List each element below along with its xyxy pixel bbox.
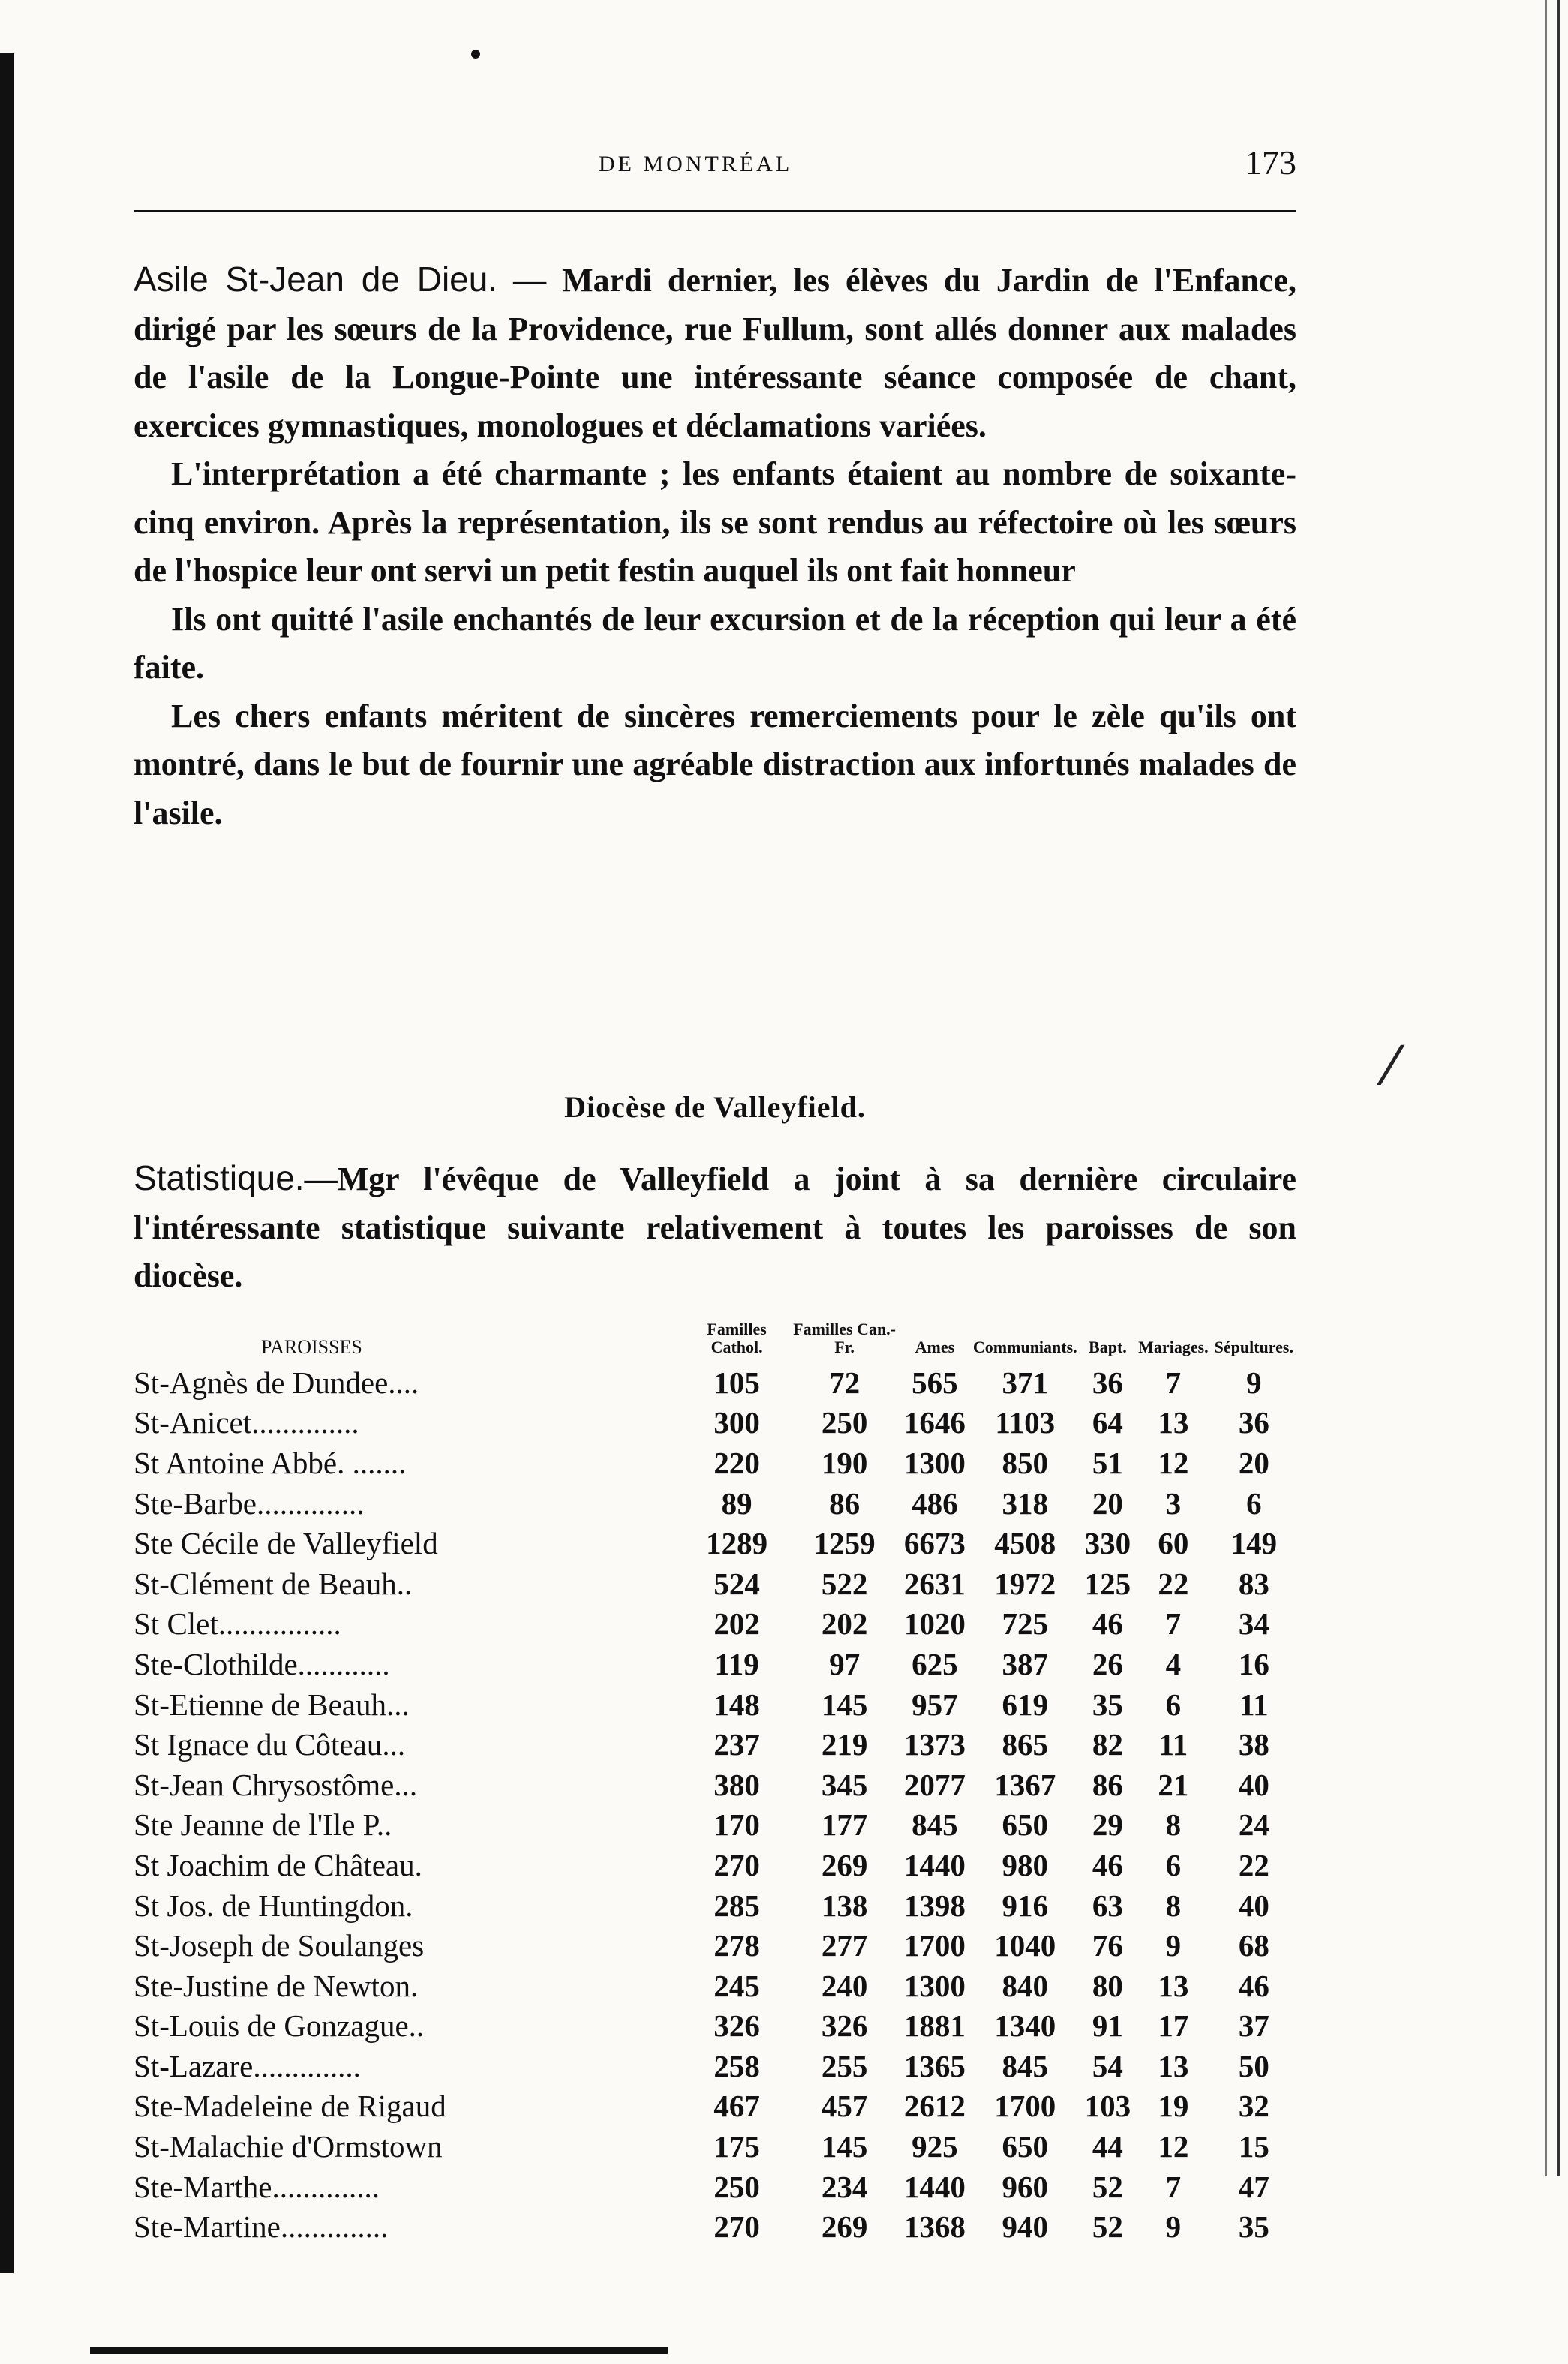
stat-cell: 3 <box>1165 1485 1182 1521</box>
stat-cell: 467 <box>713 2089 760 2124</box>
stat-cell: 1440 <box>903 2169 966 2204</box>
stat-cell: 4 <box>1165 1646 1182 1681</box>
parish-name-cell: Ste Cécile de Valleyfield <box>134 1526 438 1561</box>
stat-cell: 1440 <box>903 1847 966 1882</box>
book-page <box>134 135 1296 2245</box>
stat-cell: 40 <box>1238 1888 1269 1923</box>
stat-cell: 44 <box>1092 2129 1123 2164</box>
stat-cell: 9 <box>1246 1365 1262 1400</box>
stat-cell: 72 <box>829 1365 861 1400</box>
stat-cell: 457 <box>821 2089 868 2124</box>
table-row <box>134 1765 1296 1805</box>
table-body <box>134 1362 1296 2247</box>
page-number: 173 <box>1245 143 1296 182</box>
table-row <box>134 1362 1296 1403</box>
stat-cell: 318 <box>1002 1485 1049 1521</box>
stat-cell: 925 <box>912 2129 958 2164</box>
stat-cell: 22 <box>1238 1847 1269 1882</box>
stat-cell: 91 <box>1092 2008 1123 2044</box>
stat-cell: 1289 <box>706 1526 768 1561</box>
stat-cell: 1259 <box>813 1526 876 1561</box>
stat-cell: 125 <box>1084 1566 1131 1601</box>
stat-cell: 245 <box>713 1968 760 2003</box>
stat-cell: 240 <box>821 1968 868 2003</box>
stat-cell: 237 <box>713 1727 760 1762</box>
column-header: Sépultures. <box>1214 1338 1293 1356</box>
stat-cell: 34 <box>1238 1606 1269 1642</box>
stat-cell: 86 <box>829 1485 861 1521</box>
stat-cell: 82 <box>1092 1727 1123 1762</box>
article-lead: Asile St-Jean de Dieu. <box>134 260 498 299</box>
stat-cell: 52 <box>1092 2209 1123 2245</box>
paragraph-text: —Mgr l'évêque de Valleyfield a joint à sa dernière circulaire l'intéressante statistique suivante relativement à toutes les paroisses de son diocèse. <box>134 1161 1296 1294</box>
stat-cell: 47 <box>1238 2169 1269 2204</box>
stat-cell: 6673 <box>903 1526 966 1561</box>
stat-cell: 6 <box>1246 1485 1262 1521</box>
stat-cell: 1365 <box>903 2048 966 2083</box>
table-row <box>134 1523 1296 1563</box>
stat-cell: 1700 <box>994 2089 1056 2124</box>
parish-name-cell: St-Louis de Gonzague.. <box>134 2008 425 2044</box>
table-row <box>134 2167 1296 2207</box>
parish-name-cell: St Ignace du Côteau... <box>134 1727 406 1762</box>
parish-name-cell: St-Agnès de Dundee.... <box>134 1365 419 1400</box>
stat-cell: 345 <box>821 1767 868 1802</box>
stat-cell: 326 <box>821 2008 868 2044</box>
stat-cell: 38 <box>1238 1727 1269 1762</box>
parish-name-cell: St-Lazare.............. <box>134 2048 361 2083</box>
stat-cell: 19 <box>1158 2089 1189 2124</box>
paragraph: Ils ont quitté l'asile enchantés de leur excursion et de la réception qui leur a été faite. <box>134 600 1296 686</box>
stat-cell: 175 <box>713 2129 760 2164</box>
stat-cell: 1398 <box>903 1888 966 1923</box>
stat-cell: 24 <box>1238 1807 1269 1843</box>
stat-cell: 26 <box>1092 1646 1123 1681</box>
table-row <box>134 1885 1296 1926</box>
stat-cell: 40 <box>1238 1767 1269 1802</box>
article-lead: Statistique. <box>134 1158 305 1197</box>
stat-cell: 83 <box>1238 1566 1269 1601</box>
stat-cell: 46 <box>1092 1847 1123 1882</box>
stat-cell: 12 <box>1158 2129 1189 2164</box>
parish-name-cell: Ste-Marthe.............. <box>134 2169 380 2204</box>
stat-cell: 170 <box>713 1807 760 1843</box>
running-title: DE MONTRÉAL <box>599 152 793 176</box>
stat-cell: 1040 <box>994 1928 1056 1963</box>
parish-statistics-table <box>134 1320 1296 2247</box>
stat-cell: 9 <box>1165 2209 1182 2245</box>
table-row <box>134 1483 1296 1524</box>
stat-cell: 149 <box>1230 1526 1278 1561</box>
parish-name-cell: Ste Jeanne de l'Ile P.. <box>134 1807 392 1843</box>
paragraph-text: — Mardi dernier, les élèves du Jardin de l'Enfance, dirigé par les sœurs de la Providence, rue Fullum, sont allés donner aux malades de l'asile de la Longue-Pointe une intéressante séance composée de chant, exercices gymnastiques, monologues et déclamations variées. <box>134 262 1296 444</box>
ink-dot <box>471 50 480 59</box>
table-header-row <box>134 1320 1296 1362</box>
stat-cell: 2612 <box>903 2089 966 2124</box>
table-row <box>134 1604 1296 1645</box>
stat-cell: 1020 <box>903 1606 966 1642</box>
stat-cell: 1646 <box>903 1405 966 1440</box>
stat-cell: 234 <box>821 2169 868 2204</box>
paragraph <box>134 255 1296 450</box>
stat-cell: 8 <box>1165 1807 1182 1843</box>
parish-name-cell: St Joachim de Château. <box>134 1847 422 1882</box>
stat-cell: 68 <box>1238 1928 1269 1963</box>
stat-cell: 845 <box>1002 2048 1049 2083</box>
column-header: Ames <box>915 1338 955 1356</box>
stat-cell: 250 <box>713 2169 760 2204</box>
table-row <box>134 2006 1296 2047</box>
stat-cell: 2077 <box>903 1767 966 1802</box>
stat-cell: 270 <box>713 2209 760 2245</box>
stat-cell: 36 <box>1092 1365 1123 1400</box>
stat-cell: 64 <box>1092 1405 1123 1440</box>
stat-cell: 650 <box>1002 2129 1049 2164</box>
stat-cell: 46 <box>1238 1968 1269 2003</box>
stat-cell: 269 <box>821 1847 868 1882</box>
stat-cell: 1103 <box>995 1405 1056 1440</box>
stat-cell: 486 <box>912 1485 958 1521</box>
stat-cell: 80 <box>1092 1968 1123 2003</box>
stat-cell: 387 <box>1002 1646 1049 1681</box>
column-header: Bapt. <box>1089 1338 1127 1356</box>
stat-cell: 36 <box>1238 1405 1269 1440</box>
stat-cell: 7 <box>1165 2169 1182 2204</box>
stat-cell: 105 <box>713 1365 760 1400</box>
stat-cell: 7 <box>1165 1365 1182 1400</box>
stat-cell: 270 <box>713 1847 760 1882</box>
stat-cell: 1373 <box>903 1727 966 1762</box>
stat-cell: 89 <box>721 1485 752 1521</box>
stat-cell: 278 <box>713 1928 760 1963</box>
stat-cell: 258 <box>713 2048 760 2083</box>
table-row <box>134 2206 1296 2247</box>
column-header: Familles Cathol. <box>707 1320 767 1356</box>
stat-cell: 2631 <box>903 1566 966 1601</box>
stat-cell: 20 <box>1092 1485 1123 1521</box>
stat-cell: 380 <box>713 1767 760 1802</box>
table-row <box>134 1443 1296 1483</box>
parish-name-cell: St Jos. de Huntingdon. <box>134 1888 413 1923</box>
stat-cell: 15 <box>1238 2129 1269 2164</box>
stat-cell: 60 <box>1158 1526 1189 1561</box>
stat-cell: 269 <box>821 2209 868 2245</box>
stat-cell: 625 <box>912 1646 958 1681</box>
stat-cell: 1300 <box>903 1445 966 1480</box>
stat-cell: 17 <box>1158 2008 1189 2044</box>
stat-cell: 51 <box>1092 1445 1123 1480</box>
stat-cell: 9 <box>1165 1928 1182 1963</box>
stat-cell: 22 <box>1158 1566 1189 1601</box>
stat-cell: 1972 <box>994 1566 1056 1601</box>
stat-cell: 35 <box>1238 2209 1269 2245</box>
stat-cell: 29 <box>1092 1807 1123 1843</box>
table-row <box>134 1724 1296 1765</box>
stat-cell: 277 <box>821 1928 868 1963</box>
stat-cell: 37 <box>1238 2008 1269 2044</box>
column-header: Communiants. <box>972 1338 1077 1356</box>
paragraph: Les chers enfants méritent de sincères remerciements pour le zèle qu'ils ont montré, dans le but de fournir une agréable distraction aux infortunés malades de l'asile. <box>134 697 1296 831</box>
stat-cell: 522 <box>821 1566 868 1601</box>
parish-name-cell: St Clet................ <box>134 1606 341 1642</box>
stat-cell: 6 <box>1165 1847 1182 1882</box>
stat-cell: 330 <box>1084 1526 1131 1561</box>
parish-name-cell: St-Anicet.............. <box>134 1405 359 1440</box>
page-edge-shadow-right <box>1557 0 1560 2176</box>
stat-cell: 148 <box>713 1687 760 1722</box>
parish-name-cell: St-Etienne de Beauh... <box>134 1687 410 1722</box>
stat-cell: 103 <box>1084 2089 1131 2124</box>
running-head <box>134 135 1296 188</box>
stat-cell: 63 <box>1092 1888 1123 1923</box>
table-row <box>134 1845 1296 1885</box>
stat-cell: 13 <box>1158 1405 1189 1440</box>
parish-name-cell: Ste-Martine.............. <box>134 2209 389 2245</box>
stat-cell: 845 <box>912 1807 958 1843</box>
stat-cell: 1300 <box>903 1968 966 2003</box>
table-row <box>134 1563 1296 1604</box>
column-header: Mariages. <box>1138 1338 1209 1356</box>
stat-cell: 960 <box>1002 2169 1049 2204</box>
stat-cell: 11 <box>1239 1687 1269 1722</box>
stat-cell: 326 <box>713 2008 760 2044</box>
stat-cell: 1881 <box>903 2008 966 2044</box>
parish-name-cell: Ste-Madeleine de Rigaud <box>134 2089 446 2124</box>
page-edge-line-right <box>1545 0 1547 2176</box>
column-header: Familles Can.-Fr. <box>793 1320 897 1356</box>
stat-cell: 6 <box>1165 1687 1182 1722</box>
article-statistique <box>134 1154 1296 1301</box>
parish-name-cell: St-Clément de Beauh.. <box>134 1566 413 1601</box>
stat-cell: 97 <box>829 1646 861 1681</box>
stat-cell: 565 <box>912 1365 958 1400</box>
paragraph <box>134 1154 1296 1301</box>
stat-cell: 1368 <box>903 2209 966 2245</box>
stat-cell: 32 <box>1238 2089 1269 2124</box>
stat-cell: 54 <box>1092 2048 1123 2083</box>
stat-cell: 12 <box>1158 1445 1189 1480</box>
stat-cell: 219 <box>821 1727 868 1762</box>
stat-cell: 8 <box>1165 1888 1182 1923</box>
table-row <box>134 2086 1296 2127</box>
margin-pencil-mark: ⁄ <box>1386 1035 1395 1097</box>
stat-cell: 13 <box>1158 1968 1189 2003</box>
stat-cell: 371 <box>1002 1365 1049 1400</box>
stat-cell: 7 <box>1165 1606 1182 1642</box>
table-row <box>134 2046 1296 2086</box>
stat-cell: 850 <box>1002 1445 1049 1480</box>
parish-name-cell: St-Jean Chrysostôme... <box>134 1767 418 1802</box>
stat-cell: 524 <box>713 1566 760 1601</box>
stat-cell: 916 <box>1002 1888 1049 1923</box>
parish-name-cell: St-Joseph de Soulanges <box>134 1928 425 1963</box>
parish-name-cell: St Antoine Abbé. ....... <box>134 1445 407 1480</box>
stat-cell: 202 <box>821 1606 868 1642</box>
stat-cell: 16 <box>1238 1646 1269 1681</box>
parish-name-cell: Ste-Barbe.............. <box>134 1485 365 1521</box>
stat-cell: 145 <box>821 2129 868 2164</box>
stat-cell: 145 <box>821 1687 868 1722</box>
article-asile <box>134 255 1296 837</box>
stat-cell: 255 <box>821 2048 868 2083</box>
stat-cell: 202 <box>713 1606 760 1642</box>
stat-cell: 1340 <box>994 2008 1056 2044</box>
stat-cell: 1367 <box>994 1767 1056 1802</box>
stat-cell: 177 <box>821 1807 868 1843</box>
stat-cell: 4508 <box>994 1526 1056 1561</box>
page-edge-shadow-left <box>0 53 14 2273</box>
stat-cell: 980 <box>1002 1847 1049 1882</box>
stat-cell: 957 <box>912 1687 958 1722</box>
stat-cell: 50 <box>1238 2048 1269 2083</box>
stat-cell: 220 <box>713 1445 760 1480</box>
stat-cell: 138 <box>821 1888 868 1923</box>
stat-cell: 35 <box>1092 1687 1123 1722</box>
stat-cell: 250 <box>821 1405 868 1440</box>
bottom-edge-shadow <box>90 2347 668 2354</box>
stat-cell: 300 <box>713 1405 760 1440</box>
table-row <box>134 1684 1296 1725</box>
table-row <box>134 1966 1296 2006</box>
stat-cell: 20 <box>1238 1445 1269 1480</box>
table-row <box>134 2126 1296 2167</box>
parish-name-cell: Ste-Clothilde............ <box>134 1646 390 1681</box>
stat-cell: 865 <box>1002 1727 1049 1762</box>
stat-cell: 46 <box>1092 1606 1123 1642</box>
stat-cell: 119 <box>714 1646 759 1681</box>
paragraph: L'interprétation a été charmante ; les enfants étaient au nombre de soixante-cinq environ. Après la représentation, ils se sont rendus au réfectoire où les sœurs de l'hospice leur ont servi un petit festin auquel ils ont fait honneur <box>134 455 1296 589</box>
parish-name-cell: St-Malachie d'Ormstown <box>134 2129 443 2164</box>
table-row <box>134 1925 1296 1966</box>
column-header: PAROISSES <box>261 1336 362 1358</box>
stat-cell: 619 <box>1002 1687 1049 1722</box>
stat-cell: 190 <box>821 1445 868 1480</box>
stat-cell: 21 <box>1158 1767 1189 1802</box>
stat-cell: 11 <box>1158 1727 1188 1762</box>
stat-cell: 1700 <box>903 1928 966 1963</box>
stat-cell: 725 <box>1002 1606 1049 1642</box>
section-heading: Diocèse de Valleyfield. <box>564 1090 866 1124</box>
header-rule <box>134 210 1296 212</box>
stat-cell: 840 <box>1002 1968 1049 2003</box>
stat-cell: 13 <box>1158 2048 1189 2083</box>
table-row <box>134 1403 1296 1443</box>
stat-cell: 86 <box>1092 1767 1123 1802</box>
stat-cell: 285 <box>713 1888 760 1923</box>
stat-cell: 940 <box>1002 2209 1049 2245</box>
parish-name-cell: Ste-Justine de Newton. <box>134 1968 419 2003</box>
stat-cell: 52 <box>1092 2169 1123 2204</box>
stat-cell: 650 <box>1002 1807 1049 1843</box>
table-row <box>134 1644 1296 1684</box>
table-row <box>134 1805 1296 1846</box>
stat-cell: 76 <box>1092 1928 1123 1963</box>
